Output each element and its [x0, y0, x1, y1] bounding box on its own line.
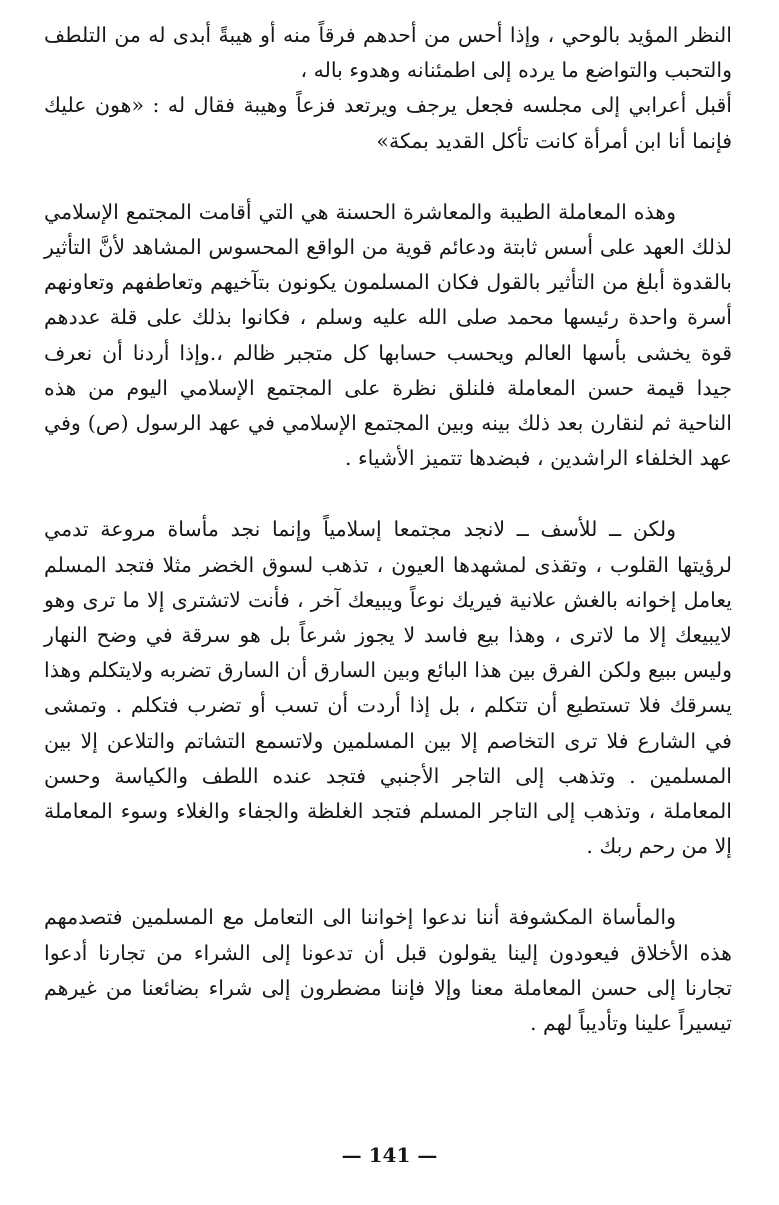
paragraph-3: وهذه المعاملة الطيبة والمعاشرة الحسنة هي التي أقامت المجتمع الإسلامي لذلك العهد على أسس ثابتة ودعائم قوية من الواقع المحسوس المشاهد لأنَّ التأثير بالقدوة أبلغ من التأثير بالقول فكان المسلمون يكونون بتآخيهم وتعاطفهم وتعاونهم أسرة واحدة رئيسها محمد صلى الله عليه وسلم ، فكانوا بذلك على قلة عددهم قوة يخشى بأسها العالم ويحسب حسابها كل متجبر ظالم ،.وإذا أردنا أن نعرف جيدا قيمة حسن المعاملة فلنلق نظرة على المجتمع الإسلامي اليوم من هذه الناحية ثم لنقارن بعد ذلك بينه وبين المجتمع الإسلامي في عهد الرسول (ص) وفي عهد الخلفاء الراشدين ، فبضدها تتميز الأشياء .	[44, 199, 732, 471]
page-number: — 141 —	[341, 1143, 438, 1167]
paragraph-5: والمأساة المكشوفة أننا ندعوا إخواننا الى التعامل مع المسلمين فتصدمهم هذه الأخلاق فيعودون إلينا يقولون قبل أن تدعونا إلى الشراء من تجارنا أدعوا تجارنا إلى حسن المعاملة معنا وإلا فإننا مضطرون إلى شراء بضائعنا من غيرهم تيسيراً علينا وتأديباً لهم .	[44, 905, 732, 1036]
paragraph-4: ولكن ــ للأسف ــ لانجد مجتمعا إسلامياً وإنما نجد مأساة مروعة تدمي لرؤيتها القلوب ، وتقذى لمشهدها العيون ، تذهب لسوق الخضر مثلا فتجد المسلم يعامل إخوانه بالغش علانية فيريك نوعاً ويبيعك آخر ، فأنت لاتشترى إلا ما ترى وهو لايبيعك إلا ما لاترى ، وهذا بيع فاسد لا يجوز شرعاً بل هو سرقة في وضح النهار وليس ببيع ولكن الفرق بين هذا البائع وبين السارق أن السارق تضربه ولايتكلم وهذا يسرقك فلا تستطيع أن تتكلم ، بل إذا أردت أن تسب أو تضرب فتكلم . وتمشى في الشارع فلا ترى التخاصم إلا بين المسلمين ولاتسمع التشاتم والتلاعن إلا بين المسلمين . وتذهب إلى التاجر الأجنبي فتجد عنده اللطف والكياسة وحسن المعاملة ، وتذهب إلى التاجر المسلم فتجد الغلظة والجفاء والغلاء وسوء المعاملة إلا من رحم ربك .	[44, 517, 732, 859]
paragraph-1: النظر المؤيد بالوحي ، وإذا أحس من أحدهم فرقاً منه أو هيبةً أبدى له من التلطف والتحبب والتواضع ما يرده إلى اطمئنانه وهدوء باله ،	[44, 23, 732, 83]
paragraph-2: أقبل أعرابي إلى مجلسه فجعل يرجف ويرتعد فزعاً وهيبة فقال له : «هون عليك فإنما أنا ابن أمرأة كانت تأكل القديد بمكة»	[44, 93, 732, 153]
